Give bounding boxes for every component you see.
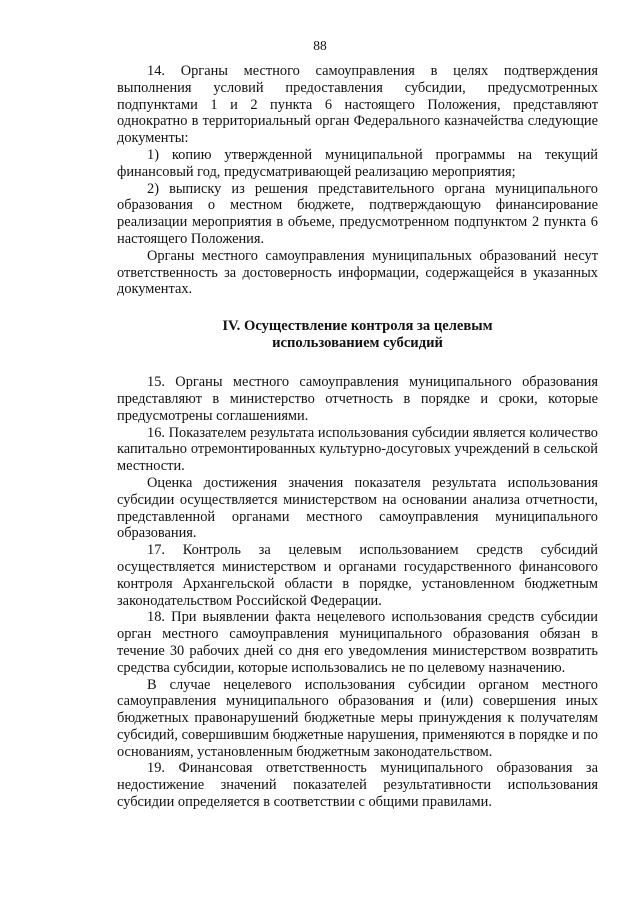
paragraph-responsibility: Органы местного самоуправления муниципальных образований несут ответственность за достоверность информации, содержащейся в указанных документах. [117,247,598,298]
paragraph-15: 15. Органы местного самоуправления муниципального образования представляют в министерство отчетность в порядке и сроки, которые предусмотрены соглашениями. [117,374,598,424]
document-body [117,63,598,811]
paragraph-18-misuse: В случае нецелевого использования субсидии органом местного самоуправления муниципального образования и (или) совершения иных бюджетных правонарушений бюджетные меры принуждения к получателям субсидий, совершившим бюджетные нарушения, применяются в порядке и по основаниям, установленным бюджетным законодательством. [117,676,598,760]
section-heading [117,318,598,352]
paragraph-14-item-1: 1) копию утвержденной муниципальной программы на текущий финансовый год, предусматривающей реализацию мероприятия; [117,146,598,180]
page-number: 88 [313,38,327,53]
paragraph-19: 19. Финансовая ответственность муниципального образования за недостижение значений показателей результативности использования субсидии определяется в соответствии с общими правилами. [117,760,598,811]
paragraph-16: 16. Показателем результата использования субсидии является количество капитально отремонтированных культурно-досуговых учреждений в сельской местности. [117,424,598,475]
paragraph-16-assessment: Оценка достижения значения показателя результата использования субсидии осуществляется министерством на основании анализа отчетности, представленной органами местного самоуправления муниципального образования. [117,474,598,542]
paragraph-14: 14. Органы местного самоуправления в целях подтверждения выполнения условий предоставления субсидии, предусмотренных подпунктами 1 и 2 пункта 6 настоящего Положения, представляют однократно в территориальный орган Федерального казначейства следующие документы: [117,63,598,147]
paragraph-14-item-2: 2) выписку из решения представительного органа муниципального образования о местном бюджете, подтверждающую финансирование реализации мероприятия в объеме, предусмотренном подпунктом 2 пункта 6 настоящего Положения. [117,180,598,247]
section-heading-line-2: использованием субсидий [272,335,443,352]
section-heading-line-1: IV. Осуществление контроля за целевым [222,318,493,335]
paragraph-18: 18. При выявлении факта нецелевого использования средств субсидии орган местного самоуправления муниципального образования обязан в течение 30 рабочих дней со дня его уведомления министерством возвратить средства субсидии, которые использовались не по целевому назначению. [117,609,598,676]
paragraph-17: 17. Контроль за целевым использованием средств субсидий осуществляется министерством и органами государственного финансового контроля Архангельской области в порядке, установленном бюджетным законодательством Российской Федерации. [117,542,598,609]
